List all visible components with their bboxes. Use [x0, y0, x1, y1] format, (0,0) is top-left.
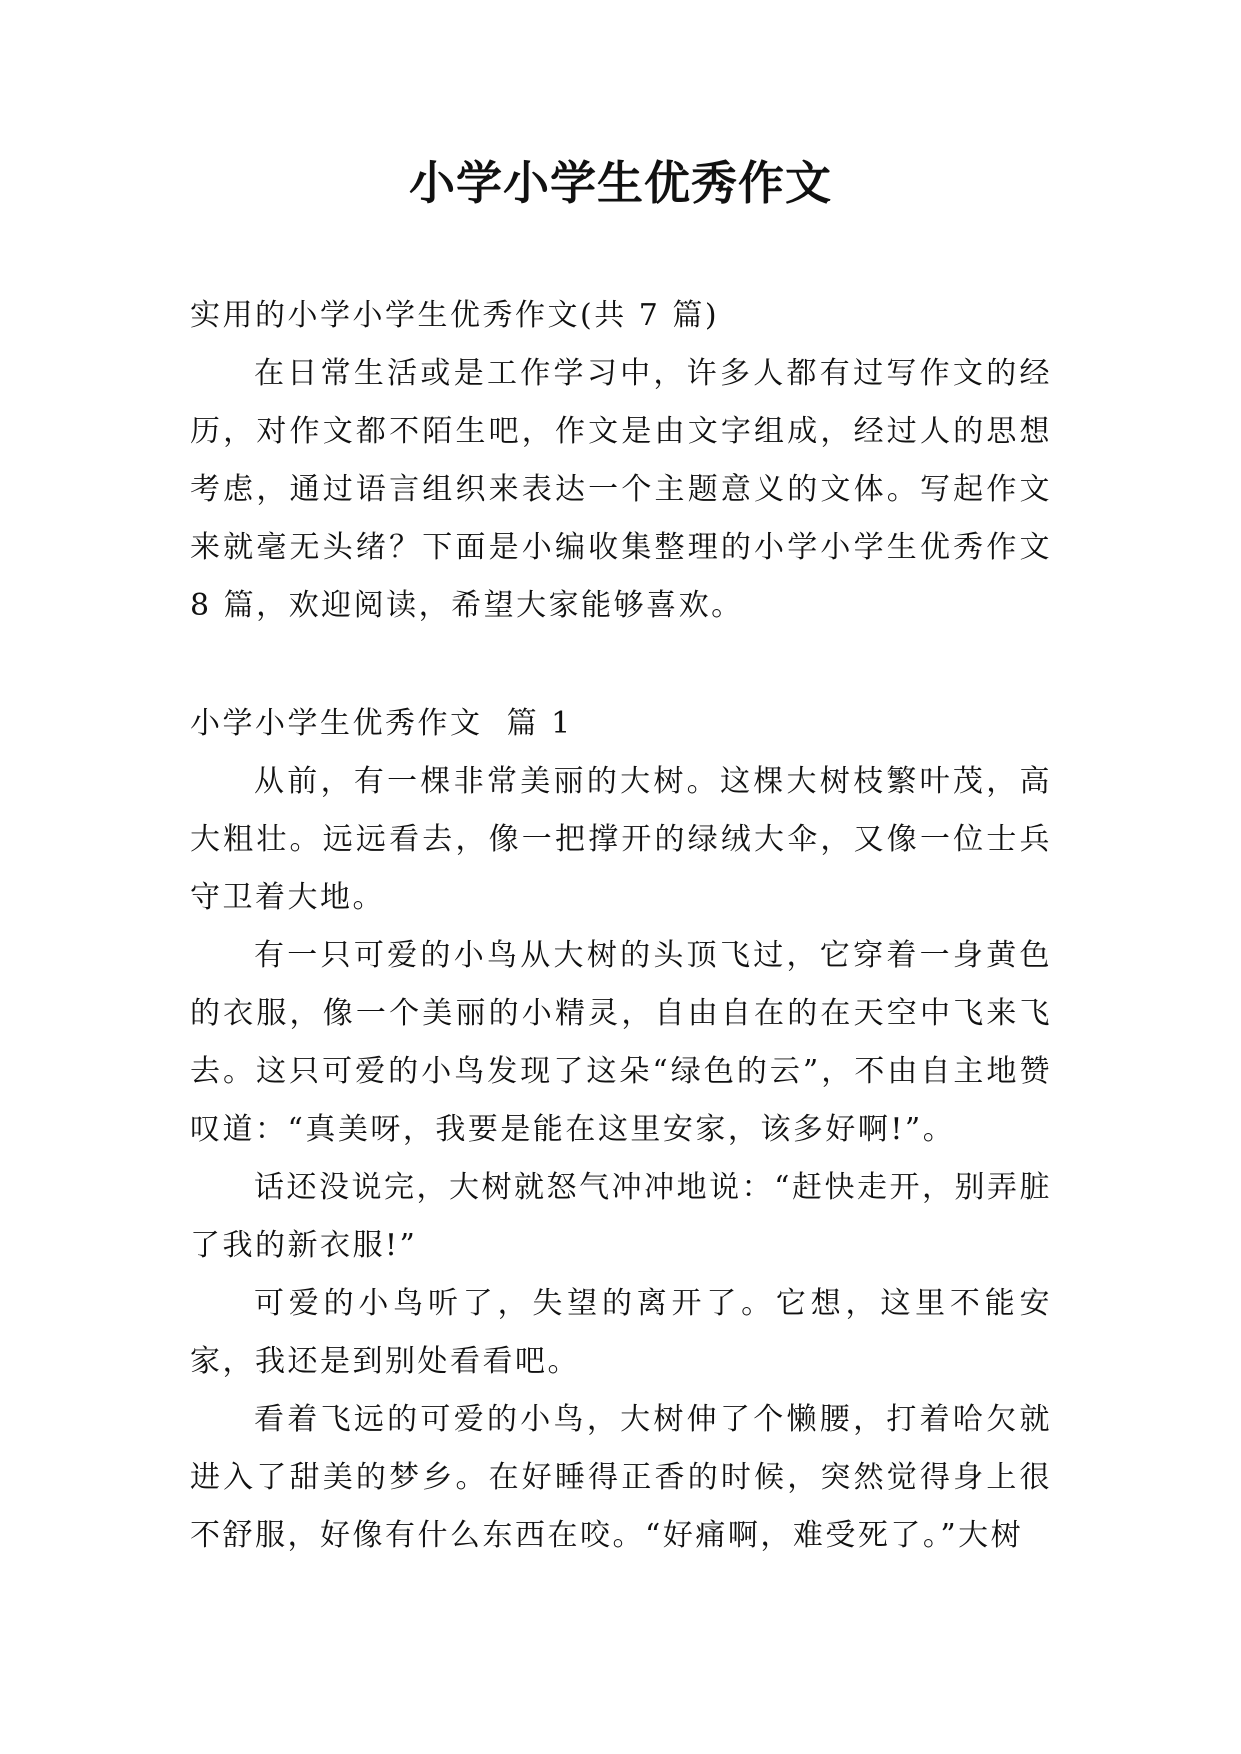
body-paragraph: 从前，有一棵非常美丽的大树。这棵大树枝繁叶茂，高大粗壮。远远看去，像一把撑开的绿绒大伞，又像一位士兵守卫着大地。	[190, 764, 1052, 915]
body-paragraph: 有一只可爱的小鸟从大树的头顶飞过，它穿着一身黄色的衣服，像一个美丽的小精灵，自由自在的在天空中飞来飞去。这只可爱的小鸟发现了这朵“绿色的云”，不由自主地赞叹道：“真美呀，我要是能在这里安家，该多好啊!”。	[190, 938, 1052, 1147]
document-body	[190, 287, 1052, 1565]
body-paragraph: 话还没说完，大树就怒气冲冲地说：“赶快走开，别弄脏了我的新衣服!”	[190, 1170, 1052, 1263]
document-subtitle: 实用的小学小学生优秀作文(共 7 篇)	[190, 298, 720, 333]
body-paragraph: 看着飞远的可爱的小鸟，大树伸了个懒腰，打着哈欠就进入了甜美的梦乡。在好睡得正香的时候，突然觉得身上很不舒服，好像有什么东西在咬。“好痛啊，难受死了。”大树	[190, 1402, 1052, 1553]
section-heading: 小学小学生优秀作文 篇 1	[190, 706, 573, 741]
section-spacer	[190, 635, 1052, 695]
body-paragraph: 可爱的小鸟听了，失望的离开了。它想，这里不能安家，我还是到别处看看吧。	[190, 1286, 1052, 1379]
document-title: 小学小学生优秀作文	[409, 156, 832, 210]
intro-paragraph: 在日常生活或是工作学习中，许多人都有过写作文的经历，对作文都不陌生吧，作文是由文字组成，经过人的思想考虑，通过语言组织来表达一个主题意义的文体。写起作文来就毫无头绪？下面是小编收集整理的小学小学生优秀作文 8 篇，欢迎阅读，希望大家能够喜欢。	[190, 356, 1052, 623]
